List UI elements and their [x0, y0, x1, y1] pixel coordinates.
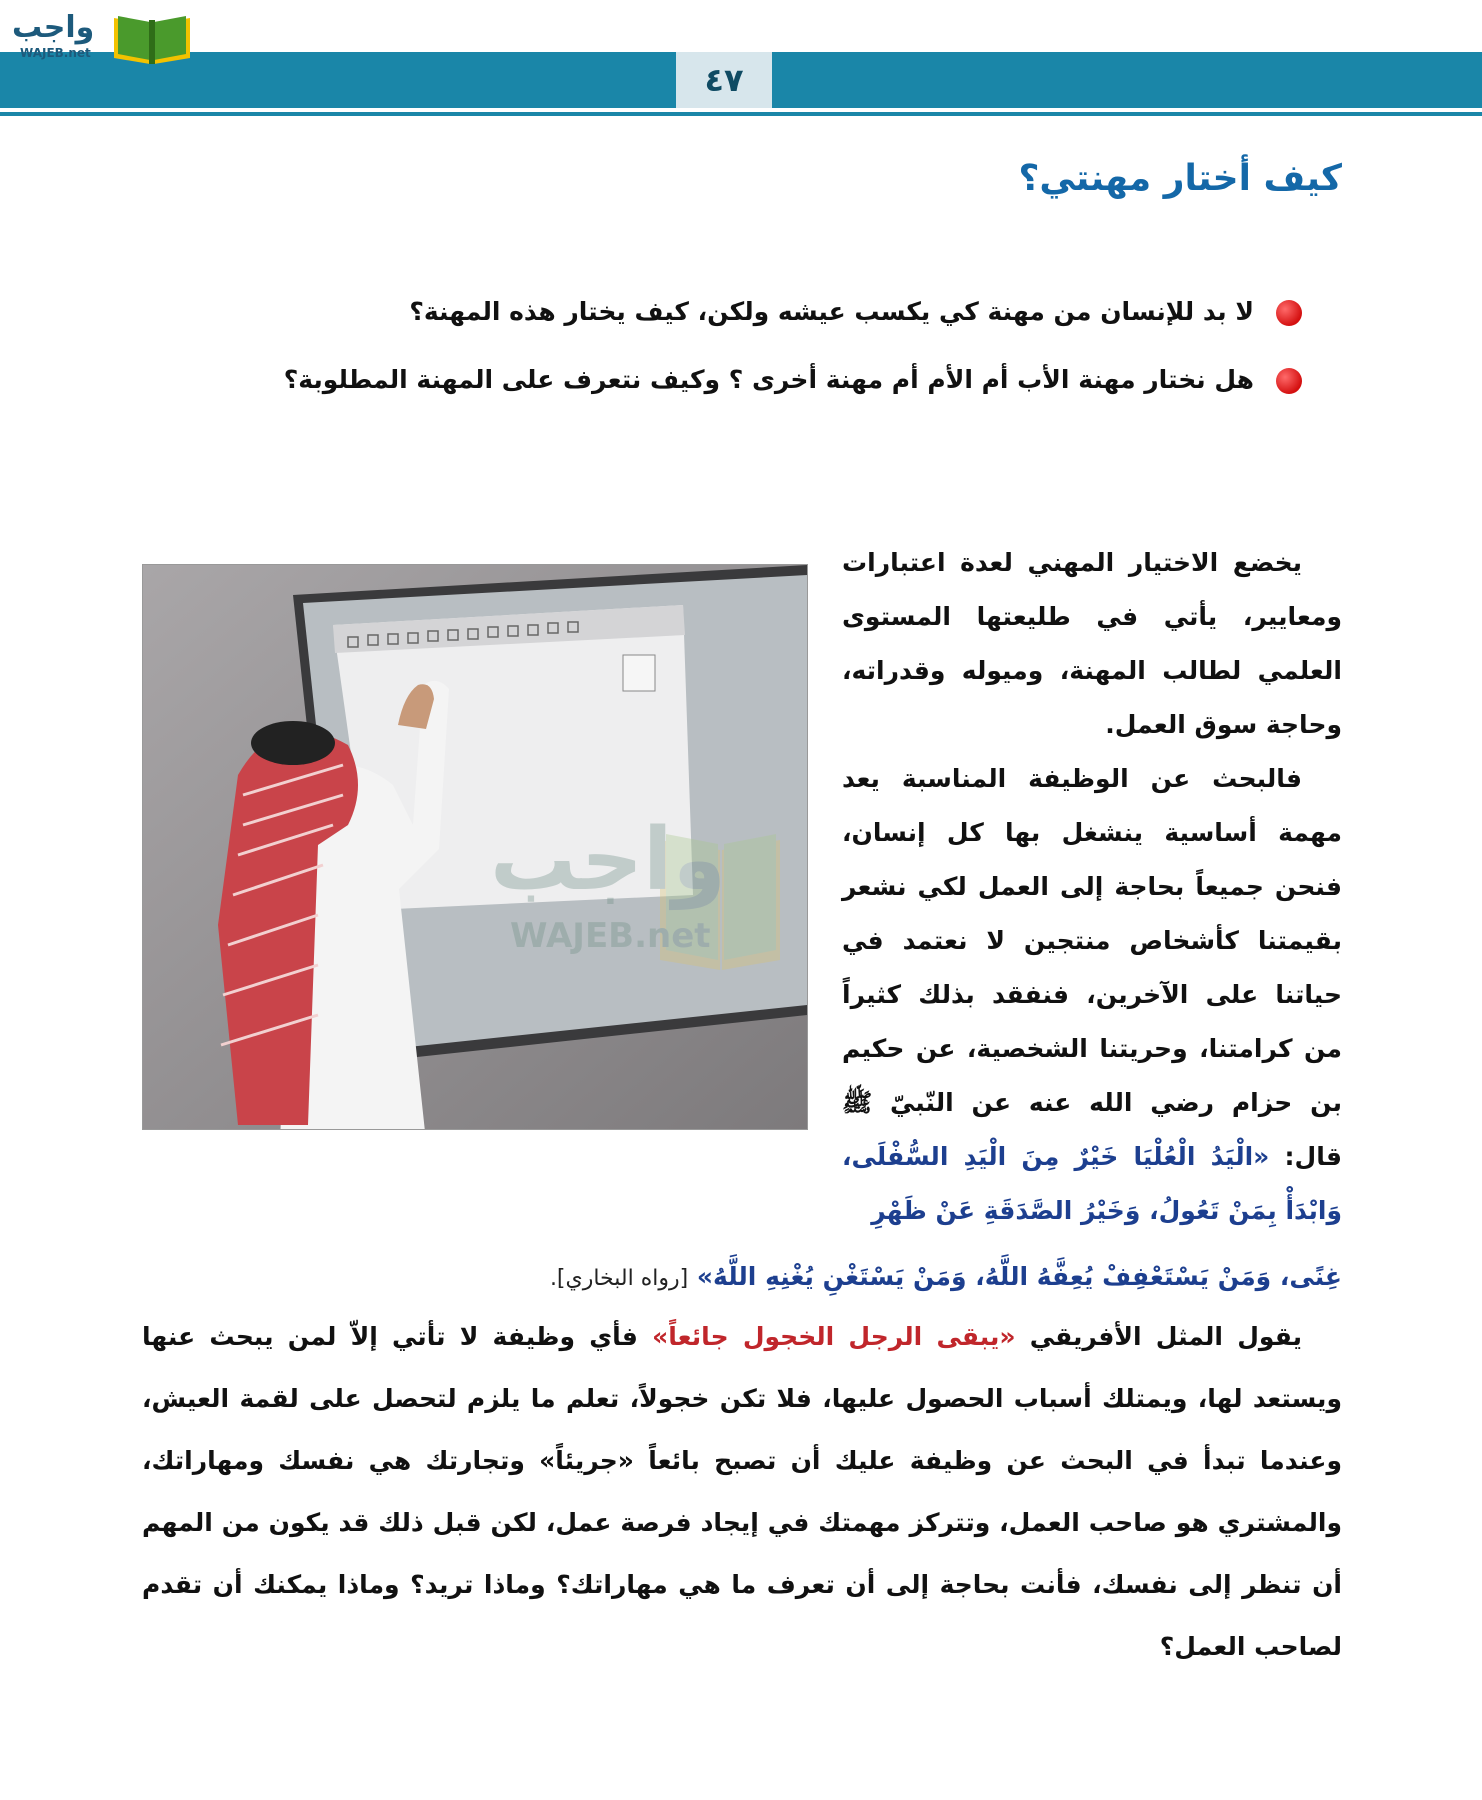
list-item	[182, 360, 1302, 428]
paragraph-text: فالبحث عن الوظيفة المناسبة يعد مهمة أساسية ينشغل بها كل إنسان، فنحن جميعاً بحاجة إلى العمل لكي نشعر بقيمتنا كأشخاص منتجين لا نعتمد في حياتنا على الآخرين، فنفقد بذلك كثيراً من كرامتنا، وحريتنا الشخصية، عن حكيم بن حزام رضي الله عنه عن النّبيّ ﷺ قال:	[842, 764, 1342, 1171]
smartboard-illustration	[143, 565, 807, 1129]
question-list	[182, 292, 1302, 428]
paragraph-text: فأي وظيفة لا تأتي إلاّ لمن يبحث عنها ويستعد لها، ويمتلك أسباب الحصول عليها، فلا تكن خجولاً، تعلم ما يلزم لتحصل على لقمة العيش، وعندما تبدأ في البحث عن وظيفة عليك أن تصبح بائعاً «جريئاً» وتجارتك هي نفسك ومهاراتك، والمشتري هو صاحب العمل، وتتركز مهمتك في إيجاد فرصة عمل، لكن قبل ذلك قد يكون من المهم أن تنظر إلى نفسك، فأنت بحاجة إلى أن تعرف ما هي مهاراتك؟ وماذا تريد؟ وماذا يمكنك أن تقدم لصاحب العمل؟	[142, 1322, 1342, 1661]
logo-subtext: WAJEB.net	[20, 46, 91, 60]
logo-text: واجب	[12, 10, 95, 45]
bullet-icon	[1276, 300, 1302, 326]
bullet-icon	[1276, 368, 1302, 394]
paragraph-text: يقول المثل الأفريقي	[1029, 1322, 1302, 1351]
hadith-text: غِنًى، وَمَنْ يَسْتَعْفِفْ يُعِفَّهُ اللَّهُ، وَمَنْ يَسْتَغْنِ يُغْنِهِ اللَّهُ»	[696, 1262, 1342, 1291]
page-title: كيف أختار مهنتي؟	[1018, 158, 1342, 199]
bullet-text: لا بد للإنسان من مهنة كي يكسب عيشه ولكن، كيف يختار هذه المهنة؟	[409, 297, 1254, 326]
bullet-text: هل نختار مهنة الأب أم الأم أم مهنة أخرى ؟ وكيف نتعرف على المهنة المطلوبة؟	[283, 365, 1254, 394]
proverb-paragraph	[142, 1306, 1342, 1678]
site-logo[interactable]	[8, 6, 192, 66]
main-text-column	[842, 536, 1342, 1238]
list-item	[182, 292, 1302, 360]
proverb-text: «يبقى الرجل الخجول جائعاً»	[652, 1322, 1016, 1351]
paragraph	[842, 752, 1342, 1238]
watermark-text: واجب	[490, 810, 726, 910]
smartboard-photo	[142, 564, 808, 1130]
hadith-text: «الْيَدُ الْعُلْيَا خَيْرٌ مِنَ الْيَدِ السُّفْلَى، وَابْدَأْ بِمَنْ تَعُولُ، وَخَيْرُ الصَّدَقَةِ عَنْ ظَهْرِ	[842, 1142, 1342, 1225]
hadith-tail	[142, 1248, 1342, 1308]
book-icon	[110, 8, 194, 68]
header-rule	[0, 112, 1482, 116]
hadith-source: [رواه البخاري].	[549, 1266, 689, 1291]
paragraph: يخضع الاختيار المهني لعدة اعتبارات ومعايير، يأتي في طليعتها المستوى العلمي لطالب المهنة، وميوله وقدراته، وحاجة سوق العمل.	[842, 548, 1342, 739]
watermark-subtext: WAJEB.net	[510, 916, 711, 956]
page-number: ٤٧	[676, 52, 772, 108]
